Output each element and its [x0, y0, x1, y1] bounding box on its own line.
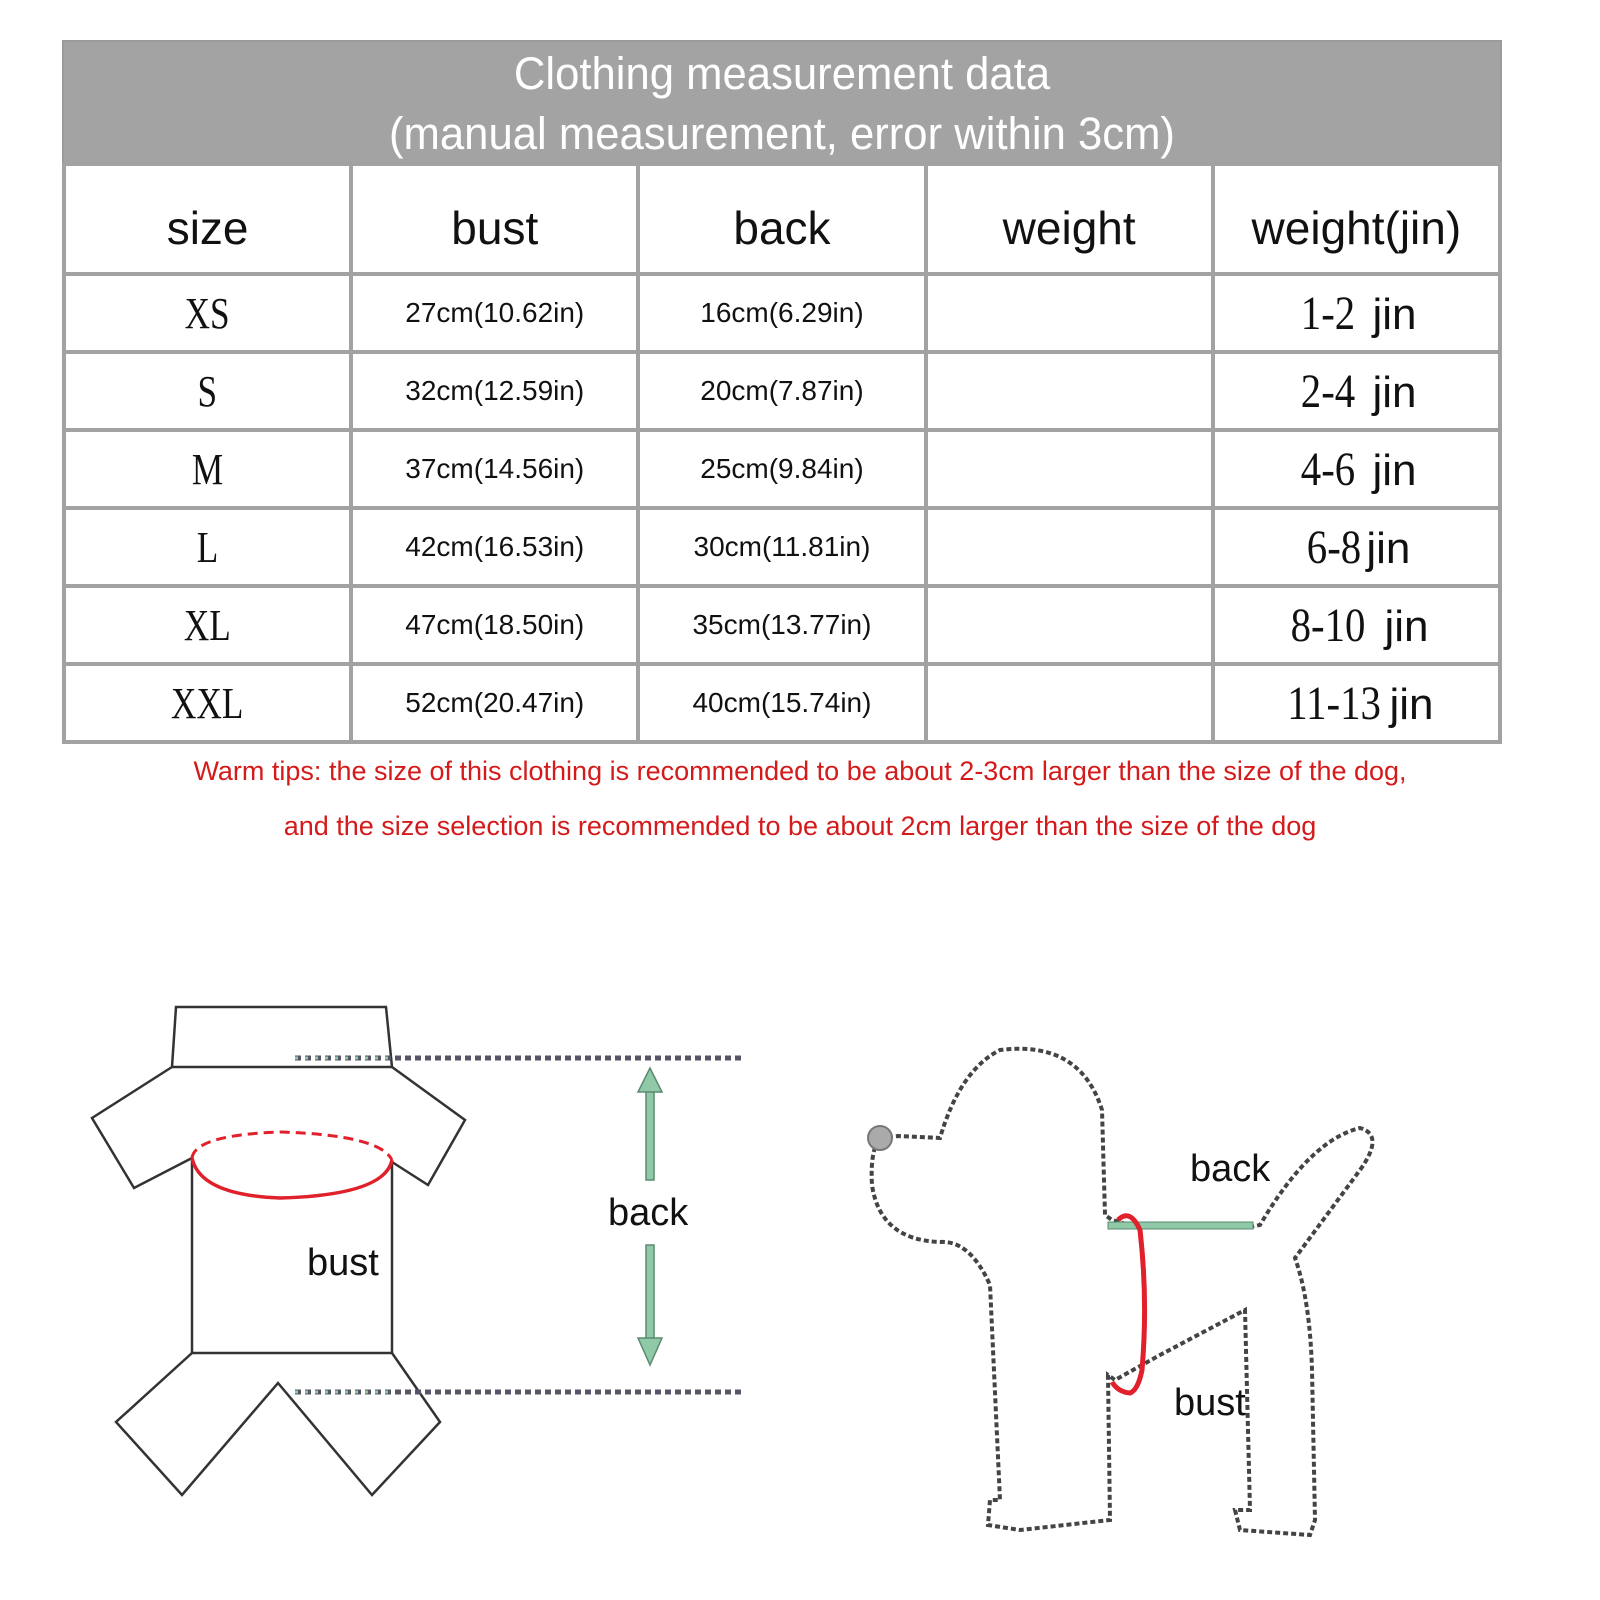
- garment-bust-label: bust: [307, 1242, 379, 1284]
- back-cell: 25cm(9.84in): [638, 430, 925, 508]
- garment-back-label: back: [608, 1192, 689, 1234]
- weight-cell: [926, 586, 1213, 664]
- weight-jin-cell: 2-4 jin: [1213, 352, 1500, 430]
- title-line-1: Clothing measurement data: [513, 48, 1051, 99]
- header-row: [64, 164, 1500, 274]
- title-line-2: (manual measurement, error within 3cm): [389, 108, 1175, 159]
- size-cell: XL: [184, 600, 232, 650]
- weight-jin-cell: 1-2 jin: [1213, 274, 1500, 352]
- size-cell: S: [197, 366, 218, 416]
- table-row: [64, 508, 1500, 586]
- header-weight-jin: weight(jin): [1213, 164, 1500, 274]
- back-cell: 35cm(13.77in): [638, 586, 925, 664]
- weight-jin-cell: 11-13 jin: [1213, 664, 1500, 742]
- table-row: [64, 586, 1500, 664]
- header-weight: weight: [926, 164, 1213, 274]
- bust-cell: 32cm(12.59in): [351, 352, 638, 430]
- weight-jin-cell: 6-8 jin: [1213, 508, 1500, 586]
- size-chart: [62, 40, 1502, 744]
- table-row: [64, 430, 1500, 508]
- weight-jin-cell: 4-6 jin: [1213, 430, 1500, 508]
- header-size: size: [64, 164, 351, 274]
- back-cell: 40cm(15.74in): [638, 664, 925, 742]
- table-row: [64, 352, 1500, 430]
- garment-diagram: [80, 980, 760, 1560]
- weight-jin-cell: 8-10 jin: [1213, 586, 1500, 664]
- weight-cell: [926, 430, 1213, 508]
- warm-tip-line-1: Warm tips: the size of this clothing is recommended to be about 2-3cm larger than the size of the dog,: [193, 756, 1407, 786]
- size-cell: L: [196, 522, 219, 572]
- back-cell: 20cm(7.87in): [638, 352, 925, 430]
- size-cell: XXL: [171, 678, 244, 728]
- size-cell: M: [191, 444, 224, 494]
- header-bust: bust: [351, 164, 638, 274]
- table-row: [64, 274, 1500, 352]
- dog-back-label: back: [1190, 1148, 1271, 1190]
- title-band: [62, 40, 1502, 162]
- garment-outline-icon: [80, 980, 760, 1560]
- dog-outline-icon: [840, 1010, 1500, 1550]
- bust-cell: 47cm(18.50in): [351, 586, 638, 664]
- bust-cell: 52cm(20.47in): [351, 664, 638, 742]
- bust-cell: 42cm(16.53in): [351, 508, 638, 586]
- dog-bust-label: bust: [1174, 1382, 1246, 1424]
- weight-cell: [926, 352, 1213, 430]
- dog-diagram: [840, 1010, 1500, 1550]
- header-back: back: [638, 164, 925, 274]
- table-row: [64, 664, 1500, 742]
- size-cell: XS: [185, 288, 231, 338]
- weight-cell: [926, 508, 1213, 586]
- bust-cell: 37cm(14.56in): [351, 430, 638, 508]
- back-cell: 30cm(11.81in): [638, 508, 925, 586]
- bust-cell: 27cm(10.62in): [351, 274, 638, 352]
- weight-cell: [926, 274, 1213, 352]
- warm-tip-line-2: and the size selection is recommended to be about 2cm larger than the size of the dog: [283, 811, 1317, 841]
- measurement-table: [62, 162, 1502, 744]
- weight-cell: [926, 664, 1213, 742]
- back-cell: 16cm(6.29in): [638, 274, 925, 352]
